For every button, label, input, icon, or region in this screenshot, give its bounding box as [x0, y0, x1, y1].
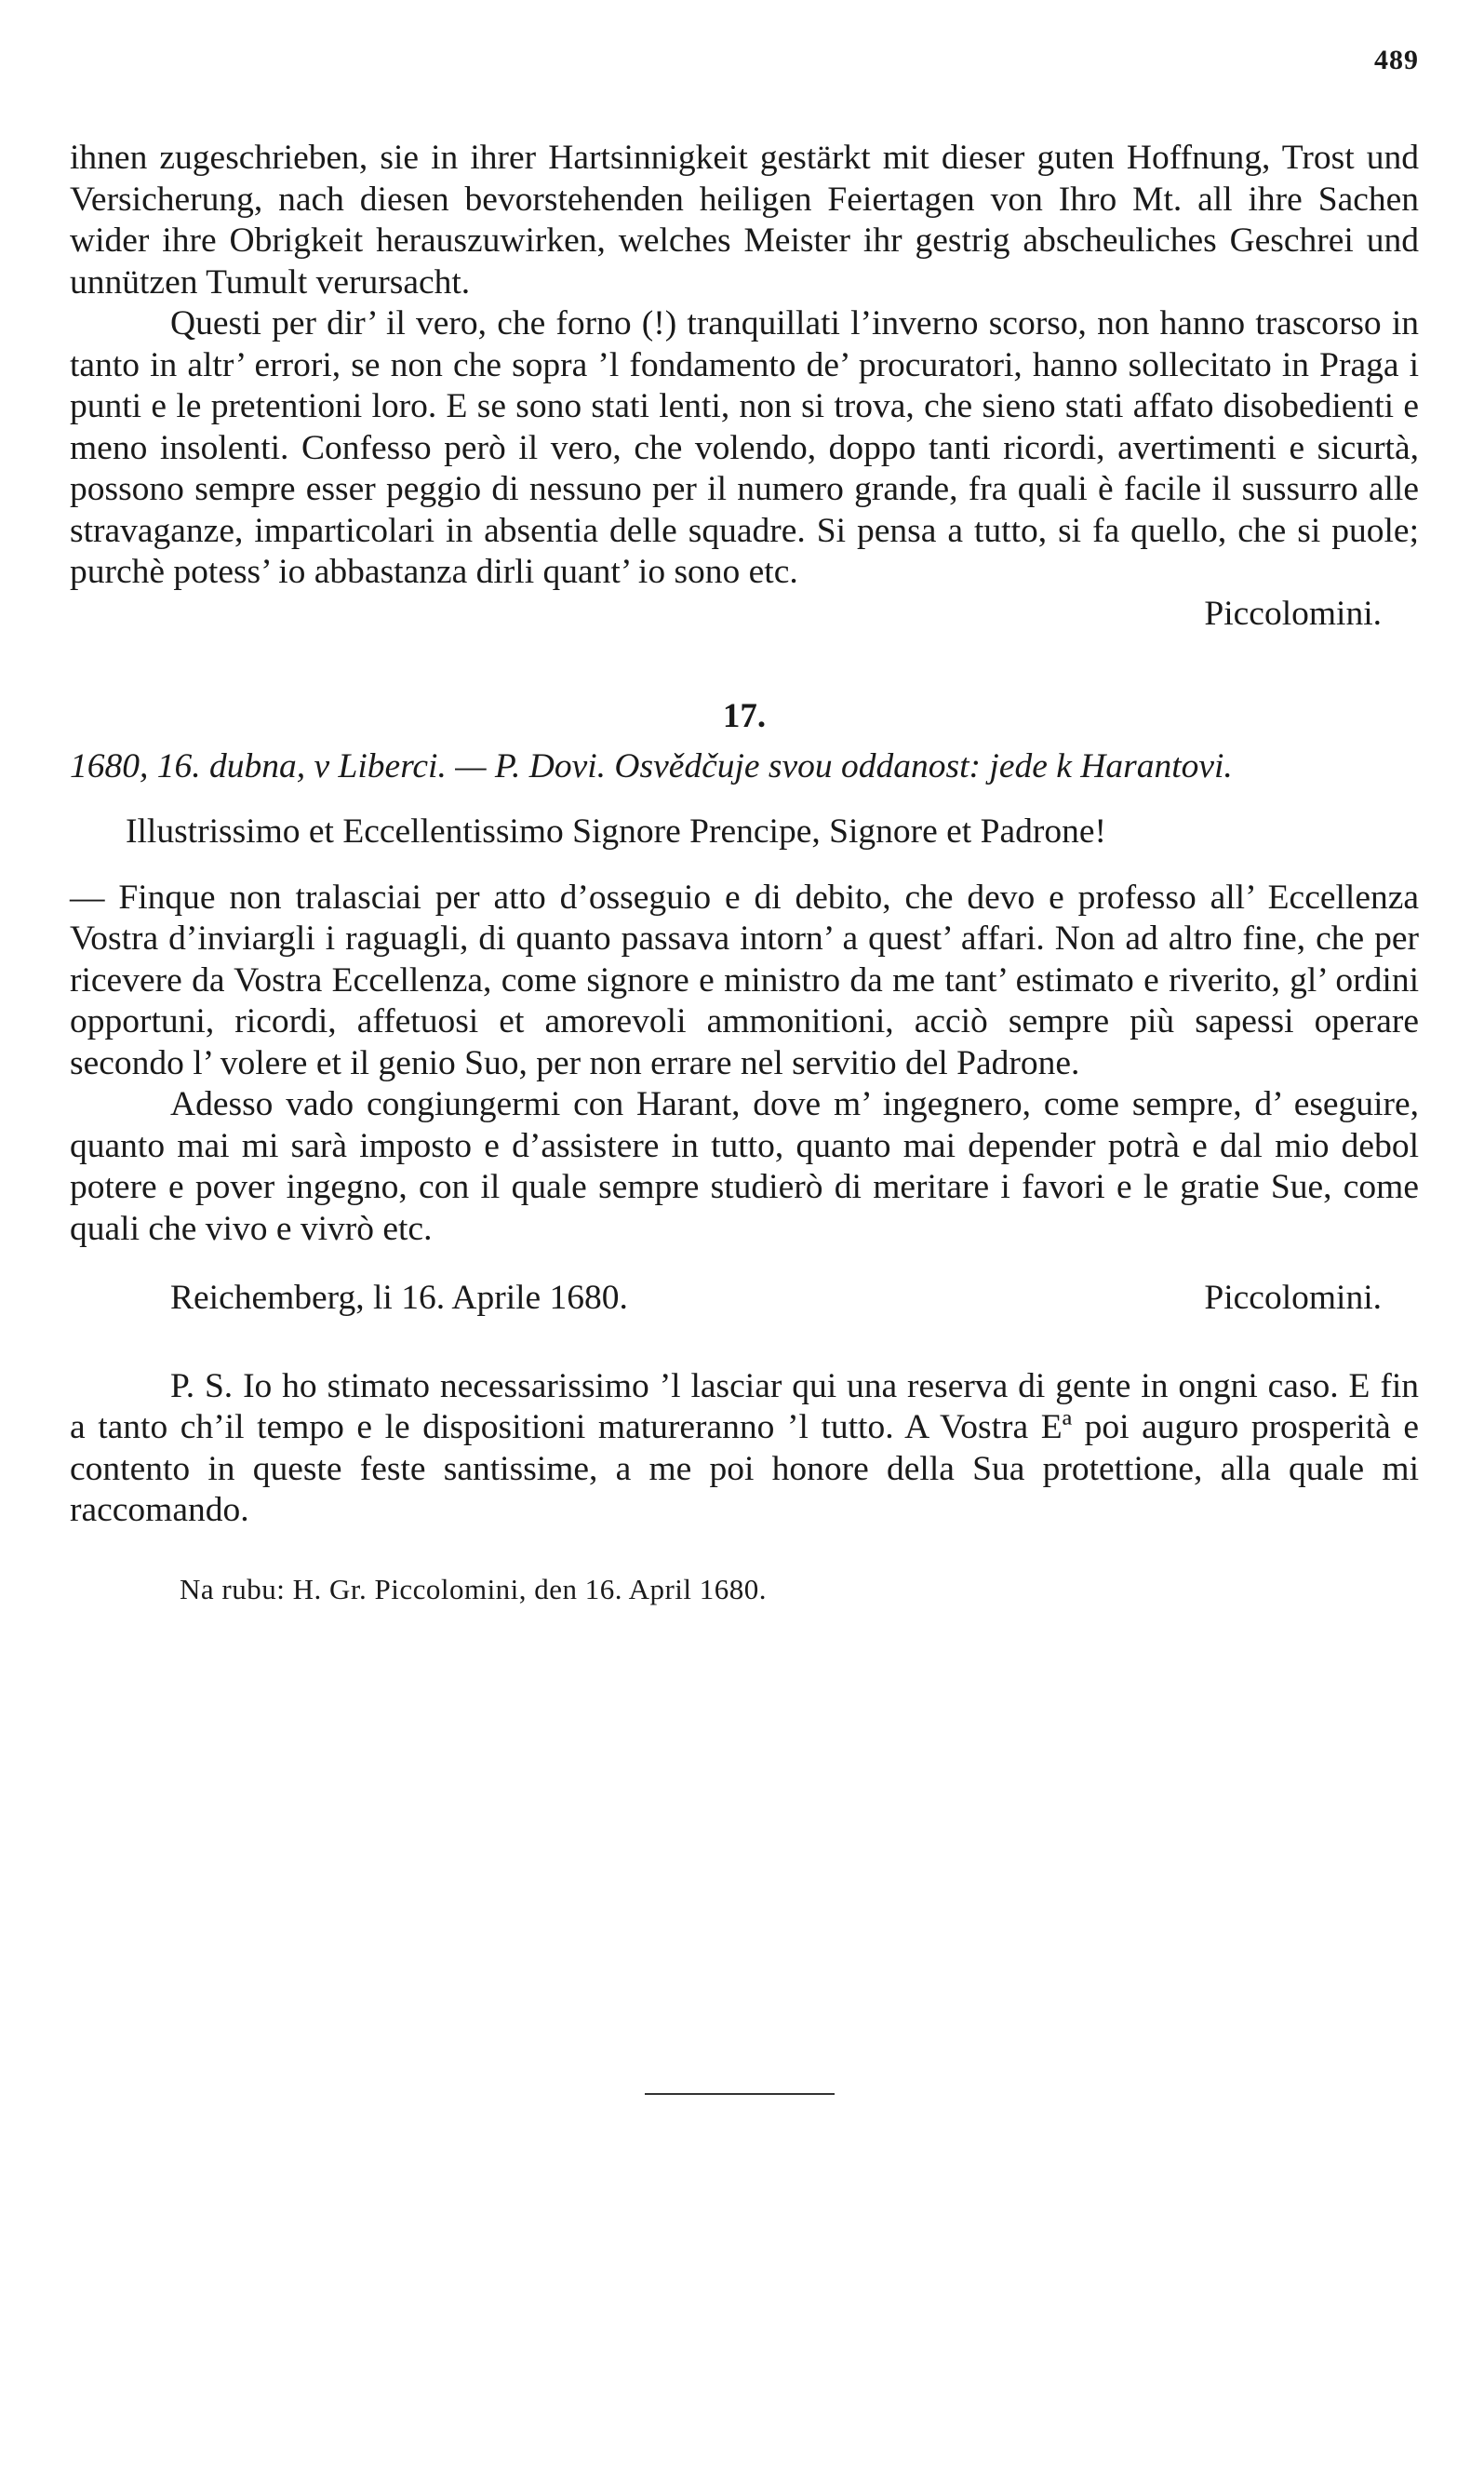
letter-signature: Piccolomini.	[1204, 1279, 1382, 1317]
letter-paragraph-2: Adesso vado congiungermi con Harant, dove m’ ingegnero, come sempre, d’ eseguire, quanto mai mi sarà imposto e d’assistere in tutto, quanto mai depender potrà e dal mio debol potere e pover ingegno, con il quale sempre studierò di meritare i favori e le gratie Sue, come quali che vivo e vivrò etc.	[70, 1085, 1419, 1248]
end-rule-divider	[645, 2093, 835, 2095]
continuation-paragraph-german: ihnen zugeschrieben, sie in ihrer Hartsinnigkeit gestärkt mit dieser guten Hoffnung, Trost und Versicherung, nach diesen bevorstehenden heiligen Feiertagen von Ihro Mt. all ihre Sachen wider ihre Obrigkeit herauszuwirken, welches Meister ihr gestrig abscheuliches Geschrei und unnützen Tumult verursacht.	[70, 139, 1419, 302]
document-number: 17.	[722, 697, 767, 735]
letter-closing	[70, 1278, 1419, 1320]
letter-salutation: Illustrissimo et Eccellentissimo Signore Prencipe, Signore et Padrone!	[126, 812, 1106, 851]
continuation-paragraph-italian: Questi per dir’ il vero, che forno (!) tranquillati l’inverno scorso, non hanno trascorso in tanto in altr’ errori, se non che sopra ’l fondamento de’ procuratori, hanno sollecitato in Praga i punti e le pretentioni loro. E se sono stati lenti, non si trova, che sieno stati affato disobedienti e meno insolenti. Confesso però il vero, che volendo, doppo tanti ricordi, avertimenti e sicurtà, possono sempre esser peggio di nessuno per il numero grande, fra quali è facile il sussurro alle stravaganze, imparticolari in absentia delle squadre. Si pensa a tutto, si fa quello, che si puole; purchè potess’ io abbastanza dirli quant’ io sono etc.	[70, 304, 1419, 591]
page-content	[70, 138, 1419, 1608]
document-regest: 1680, 16. dubna, v Liberci. — P. Dovi. Osvědčuje svou oddanost: jede k Harantovi.	[70, 747, 1233, 785]
continuation-signature: Piccolomini.	[1204, 594, 1382, 633]
postscript: P. S. Io ho stimato necessarissimo ’l lasciar qui una reserva di gente in ongni caso. E fin a tanto ch’il tempo e le dispositioni matureranno ’l tutto. A Vostra Eª poi auguro prosperità e contento in queste feste santissime, a me poi honore della Sua protettione, alla quale mi raccomando.	[70, 1366, 1419, 1529]
rubric-note: Na rubu: H. Gr. Piccolomini, den 16. April 1680.	[180, 1572, 768, 1605]
place-date: Reichemberg, li 16. Aprile 1680.	[170, 1279, 628, 1317]
page-number: 489	[1374, 45, 1419, 75]
letter-paragraph-1: — Finque non tralasciai per atto d’osseguio e di debito, che devo e professo all’ Eccellenza Vostra d’inviargli i raguagli, di quanto passava intorn’ a quest’ affari. Non ad altro fine, che per ricevere da Vostra Eccellenza, come signore e ministro da me tant’ estimato e riverito, gl’ ordini opportuni, ricordi, affetuosi et amorevoli ammonitioni, acciò sempre più sapessi operare secondo l’ volere et il genio Suo, per non errare nel servitio del Padrone.	[70, 878, 1419, 1082]
